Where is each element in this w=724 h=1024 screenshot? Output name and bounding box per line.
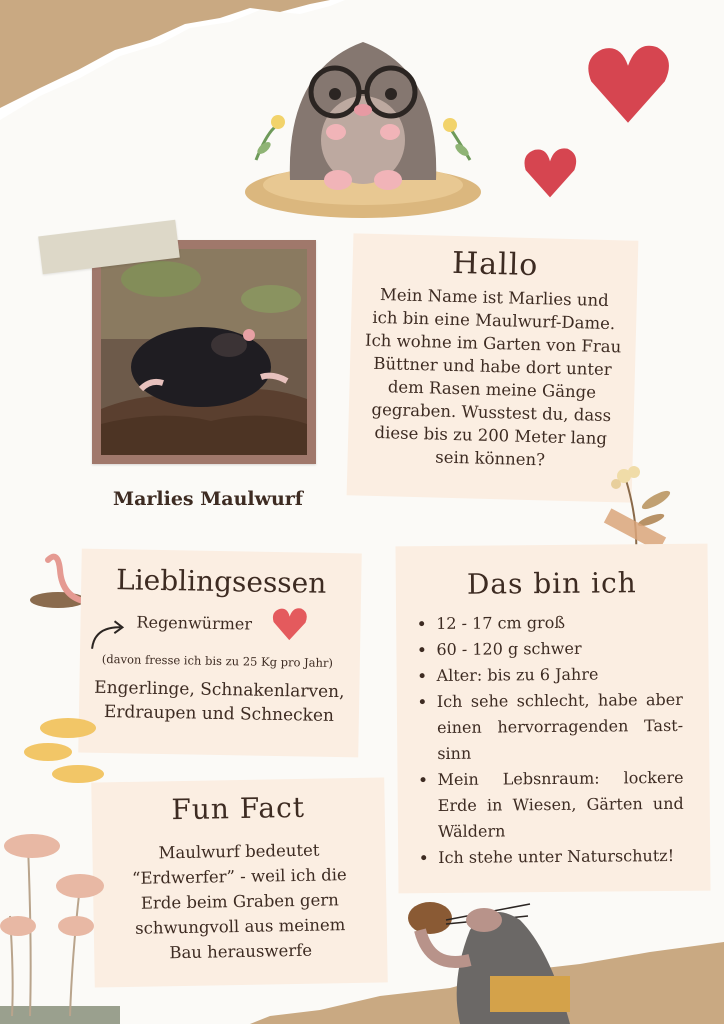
lieblingsessen-card [78, 549, 362, 758]
flowers-icon [0, 826, 120, 1024]
das-bin-ich-card [395, 544, 710, 894]
das-bin-ich-title: Das bin ich [466, 566, 637, 601]
fun-fact-title: Fun Fact [171, 790, 306, 827]
grubs-icon [18, 712, 108, 792]
heart-icon-large [582, 40, 674, 132]
lieblingsessen-title: Lieblingsessen [115, 563, 327, 600]
favorite-food-note: (davon fresse ich bis zu 25 Kg pro Jahr) [101, 651, 334, 670]
mole-photo-frame [92, 240, 316, 464]
digging-mole-icon [400, 890, 630, 1024]
fun-fact-text: Maulwurf bedeutet “Erdwerfer” - weil ich die Erde beim Graben gern schwungvoll aus meinem Bau herauswerfe [131, 840, 347, 963]
fun-fact-card [91, 777, 388, 987]
hallo-card [347, 233, 639, 502]
photo-caption: Marlies Maulwurf [113, 488, 303, 510]
cartoon-mole-icon [238, 30, 488, 220]
favorite-food-main: Regenwürmer [136, 612, 253, 634]
heart-doodle-icon [270, 605, 311, 644]
mole-photo [101, 249, 307, 455]
list-item: • 60 - 120 g schwer [436, 635, 682, 663]
list-item: • Alter: bis zu 6 Jahre [437, 661, 683, 689]
arrow-icon [86, 619, 129, 654]
list-item: • Mein Lebsnraum: lockere Erde in Wiesen, Gärten und Wäldern [437, 765, 684, 845]
heart-icon-small [520, 144, 580, 202]
list-item: • Ich sehe schlecht, habe aber einen hervorragenden Tast-sinn [437, 687, 684, 767]
list-item: • Ich stehe unter Naturschutz! [438, 843, 684, 871]
favorite-food-more: Engerlinge, Schnakenlarven, Erdraupen und Schnecken [94, 677, 345, 726]
hallo-title: Hallo [451, 245, 539, 284]
list-item: • 12 - 17 cm groß [436, 609, 682, 637]
hallo-text: Mein Name ist Marlies und ich bin eine Maulwurf-Dame. Ich wohne im Garten von Frau Büttner und habe dort unter dem Rasen meine Gänge gegraben. Wusstest du, dass diese bis zu 200 Meter lang sein können? [364, 285, 622, 470]
facts-list [396, 609, 710, 872]
